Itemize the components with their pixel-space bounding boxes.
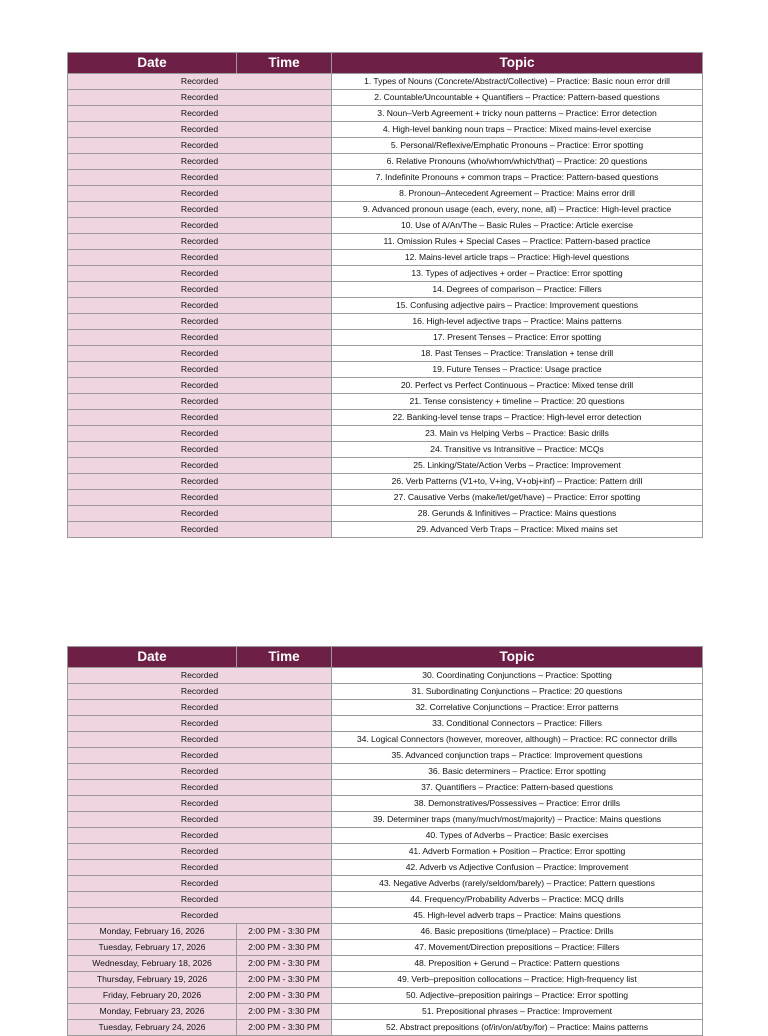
table-row — [68, 442, 703, 458]
table-row — [68, 170, 703, 186]
date-cell: Recorded — [68, 362, 332, 378]
topic-cell: 48. Preposition + Gerund – Practice: Pattern questions — [332, 956, 703, 972]
date-cell: Recorded — [68, 154, 332, 170]
date-cell: Recorded — [68, 122, 332, 138]
date-cell: Tuesday, February 24, 2026 — [68, 1020, 237, 1036]
date-cell: Recorded — [68, 74, 332, 90]
schedule-table-2 — [67, 646, 703, 1036]
topic-cell: 3. Noun–Verb Agreement + tricky noun patterns – Practice: Error detection — [332, 106, 703, 122]
table-row — [68, 908, 703, 924]
date-cell: Recorded — [68, 716, 332, 732]
table-row — [68, 844, 703, 860]
topic-cell: 16. High-level adjective traps – Practice: Mains patterns — [332, 314, 703, 330]
topic-cell: 25. Linking/State/Action Verbs – Practice: Improvement — [332, 458, 703, 474]
table-row — [68, 394, 703, 410]
header-row — [68, 53, 703, 74]
date-cell: Thursday, February 19, 2026 — [68, 972, 237, 988]
table-row — [68, 716, 703, 732]
date-cell: Recorded — [68, 218, 332, 234]
table-row — [68, 956, 703, 972]
time-header: Time — [237, 647, 332, 668]
topic-cell: 24. Transitive vs Intransitive – Practice: MCQs — [332, 442, 703, 458]
topic-cell: 22. Banking-level tense traps – Practice: High-level error detection — [332, 410, 703, 426]
date-cell: Recorded — [68, 266, 332, 282]
topic-cell: 20. Perfect vs Perfect Continuous – Practice: Mixed tense drill — [332, 378, 703, 394]
date-header: Date — [68, 647, 237, 668]
schedule-body-1 — [68, 74, 703, 538]
table-row — [68, 282, 703, 298]
topic-cell: 4. High-level banking noun traps – Practice: Mixed mains-level exercise — [332, 122, 703, 138]
date-cell: Recorded — [68, 812, 332, 828]
topic-cell: 10. Use of A/An/The – Basic Rules – Practice: Article exercise — [332, 218, 703, 234]
topic-cell: 46. Basic prepositions (time/place) – Practice: Drills — [332, 924, 703, 940]
date-cell: Recorded — [68, 282, 332, 298]
topic-cell: 7. Indefinite Pronouns + common traps – Practice: Pattern-based questions — [332, 170, 703, 186]
date-cell: Recorded — [68, 474, 332, 490]
date-cell: Recorded — [68, 170, 332, 186]
topic-cell: 31. Subordinating Conjunctions – Practice: 20 questions — [332, 684, 703, 700]
date-cell: Recorded — [68, 668, 332, 684]
topic-cell: 23. Main vs Helping Verbs – Practice: Basic drills — [332, 426, 703, 442]
date-cell: Recorded — [68, 780, 332, 796]
table-row — [68, 1004, 703, 1020]
date-cell: Recorded — [68, 506, 332, 522]
date-cell: Recorded — [68, 378, 332, 394]
table-row — [68, 780, 703, 796]
date-cell: Recorded — [68, 330, 332, 346]
table-row — [68, 764, 703, 780]
topic-cell: 2. Countable/Uncountable + Quantifiers – Practice: Pattern-based questions — [332, 90, 703, 106]
date-cell: Recorded — [68, 298, 332, 314]
table-row — [68, 796, 703, 812]
date-cell: Recorded — [68, 860, 332, 876]
table-row — [68, 234, 703, 250]
topic-cell: 18. Past Tenses – Practice: Translation + tense drill — [332, 346, 703, 362]
topic-cell: 15. Confusing adjective pairs – Practice: Improvement questions — [332, 298, 703, 314]
table-row — [68, 122, 703, 138]
date-cell: Recorded — [68, 876, 332, 892]
topic-cell: 43. Negative Adverbs (rarely/seldom/barely) – Practice: Pattern questions — [332, 876, 703, 892]
table-row — [68, 90, 703, 106]
date-cell: Recorded — [68, 522, 332, 538]
topic-cell: 37. Quantifiers – Practice: Pattern-based questions — [332, 780, 703, 796]
table-row — [68, 860, 703, 876]
topic-cell: 21. Tense consistency + timeline – Practice: 20 questions — [332, 394, 703, 410]
date-cell: Recorded — [68, 458, 332, 474]
topic-cell: 33. Conditional Connectors – Practice: Fillers — [332, 716, 703, 732]
topic-cell: 8. Pronoun–Antecedent Agreement – Practice: Mains error drill — [332, 186, 703, 202]
topic-cell: 9. Advanced pronoun usage (each, every, none, all) – Practice: High-level practice — [332, 202, 703, 218]
table-row — [68, 138, 703, 154]
table-row — [68, 522, 703, 538]
date-cell: Recorded — [68, 748, 332, 764]
table-row — [68, 330, 703, 346]
table-row — [68, 812, 703, 828]
table-row — [68, 426, 703, 442]
date-cell: Recorded — [68, 828, 332, 844]
topic-cell: 40. Types of Adverbs – Practice: Basic exercises — [332, 828, 703, 844]
time-cell: 2:00 PM - 3:30 PM — [237, 940, 332, 956]
date-cell: Recorded — [68, 684, 332, 700]
topic-cell: 35. Advanced conjunction traps – Practice: Improvement questions — [332, 748, 703, 764]
topic-cell: 44. Frequency/Probability Adverbs – Practice: MCQ drills — [332, 892, 703, 908]
topic-cell: 49. Verb–preposition collocations – Practice: High-frequency list — [332, 972, 703, 988]
table-row — [68, 314, 703, 330]
table-row — [68, 490, 703, 506]
table-row — [68, 700, 703, 716]
topic-cell: 42. Adverb vs Adjective Confusion – Practice: Improvement — [332, 860, 703, 876]
date-cell: Recorded — [68, 90, 332, 106]
table-row — [68, 940, 703, 956]
date-header: Date — [68, 53, 237, 74]
time-header: Time — [237, 53, 332, 74]
table-row — [68, 266, 703, 282]
date-cell: Monday, February 16, 2026 — [68, 924, 237, 940]
topic-cell: 47. Movement/Direction prepositions – Practice: Fillers — [332, 940, 703, 956]
time-cell: 2:00 PM - 3:30 PM — [237, 956, 332, 972]
table-row — [68, 378, 703, 394]
table-row — [68, 458, 703, 474]
topic-cell: 6. Relative Pronouns (who/whom/which/that) – Practice: 20 questions — [332, 154, 703, 170]
table-row — [68, 924, 703, 940]
date-cell: Recorded — [68, 346, 332, 362]
table-row — [68, 892, 703, 908]
topic-cell: 17. Present Tenses – Practice: Error spotting — [332, 330, 703, 346]
date-cell: Recorded — [68, 186, 332, 202]
table-row — [68, 732, 703, 748]
date-cell: Recorded — [68, 700, 332, 716]
date-cell: Recorded — [68, 892, 332, 908]
topic-cell: 5. Personal/Reflexive/Emphatic Pronouns – Practice: Error spotting — [332, 138, 703, 154]
time-cell: 2:00 PM - 3:30 PM — [237, 972, 332, 988]
topic-cell: 29. Advanced Verb Traps – Practice: Mixed mains set — [332, 522, 703, 538]
topic-cell: 41. Adverb Formation + Position – Practice: Error spotting — [332, 844, 703, 860]
table-row — [68, 74, 703, 90]
date-cell: Recorded — [68, 490, 332, 506]
date-cell: Recorded — [68, 138, 332, 154]
topic-cell: 45. High-level adverb traps – Practice: Mains questions — [332, 908, 703, 924]
topic-cell: 1. Types of Nouns (Concrete/Abstract/Collective) – Practice: Basic noun error drill — [332, 74, 703, 90]
time-cell: 2:00 PM - 3:30 PM — [237, 988, 332, 1004]
topic-cell: 39. Determiner traps (many/much/most/majority) – Practice: Mains questions — [332, 812, 703, 828]
table-row — [68, 154, 703, 170]
date-cell: Recorded — [68, 250, 332, 266]
table-row — [68, 218, 703, 234]
topic-cell: 28. Gerunds & Infinitives – Practice: Mains questions — [332, 506, 703, 522]
date-cell: Recorded — [68, 410, 332, 426]
topic-cell: 14. Degrees of comparison – Practice: Fillers — [332, 282, 703, 298]
table-row — [68, 202, 703, 218]
schedule-body-2 — [68, 668, 703, 1036]
table-row — [68, 250, 703, 266]
topic-cell: 26. Verb Patterns (V1+to, V+ing, V+obj+inf) – Practice: Pattern drill — [332, 474, 703, 490]
table-row — [68, 668, 703, 684]
table-row — [68, 506, 703, 522]
topic-cell: 36. Basic determiners – Practice: Error spotting — [332, 764, 703, 780]
date-cell: Recorded — [68, 796, 332, 812]
date-cell: Recorded — [68, 442, 332, 458]
time-cell: 2:00 PM - 3:30 PM — [237, 1020, 332, 1036]
table-row — [68, 1020, 703, 1036]
date-cell: Recorded — [68, 314, 332, 330]
date-cell: Recorded — [68, 394, 332, 410]
topic-cell: 52. Abstract prepositions (of/in/on/at/by/for) – Practice: Mains patterns — [332, 1020, 703, 1036]
table-row — [68, 346, 703, 362]
table-row — [68, 106, 703, 122]
header-row — [68, 647, 703, 668]
table-row — [68, 362, 703, 378]
date-cell: Recorded — [68, 844, 332, 860]
table-row — [68, 988, 703, 1004]
topic-cell: 11. Omission Rules + Special Cases – Practice: Pattern-based practice — [332, 234, 703, 250]
topic-header: Topic — [332, 53, 703, 74]
date-cell: Recorded — [68, 202, 332, 218]
date-cell: Recorded — [68, 106, 332, 122]
topic-cell: 30. Coordinating Conjunctions – Practice: Spotting — [332, 668, 703, 684]
time-cell: 2:00 PM - 3:30 PM — [237, 924, 332, 940]
topic-cell: 12. Mains-level article traps – Practice: High-level questions — [332, 250, 703, 266]
date-cell: Monday, February 23, 2026 — [68, 1004, 237, 1020]
topic-cell: 32. Correlative Conjunctions – Practice: Error patterns — [332, 700, 703, 716]
topic-cell: 38. Demonstratives/Possessives – Practice: Error drills — [332, 796, 703, 812]
date-cell: Tuesday, February 17, 2026 — [68, 940, 237, 956]
table-row — [68, 298, 703, 314]
table-row — [68, 410, 703, 426]
date-cell: Recorded — [68, 234, 332, 250]
table-row — [68, 748, 703, 764]
time-cell: 2:00 PM - 3:30 PM — [237, 1004, 332, 1020]
table-row — [68, 684, 703, 700]
date-cell: Wednesday, February 18, 2026 — [68, 956, 237, 972]
topic-header: Topic — [332, 647, 703, 668]
topic-cell: 19. Future Tenses – Practice: Usage practice — [332, 362, 703, 378]
table-row — [68, 474, 703, 490]
date-cell: Recorded — [68, 732, 332, 748]
topic-cell: 51. Prepositional phrases – Practice: Improvement — [332, 1004, 703, 1020]
date-cell: Recorded — [68, 764, 332, 780]
topic-cell: 13. Types of adjectives + order – Practice: Error spotting — [332, 266, 703, 282]
table-row — [68, 186, 703, 202]
table-row — [68, 828, 703, 844]
table-row — [68, 876, 703, 892]
date-cell: Friday, February 20, 2026 — [68, 988, 237, 1004]
topic-cell: 34. Logical Connectors (however, moreover, although) – Practice: RC connector drills — [332, 732, 703, 748]
topic-cell: 27. Causative Verbs (make/let/get/have) – Practice: Error spotting — [332, 490, 703, 506]
topic-cell: 50. Adjective–preposition pairings – Practice: Error spotting — [332, 988, 703, 1004]
date-cell: Recorded — [68, 908, 332, 924]
table-row — [68, 972, 703, 988]
date-cell: Recorded — [68, 426, 332, 442]
schedule-table-1 — [67, 52, 703, 538]
